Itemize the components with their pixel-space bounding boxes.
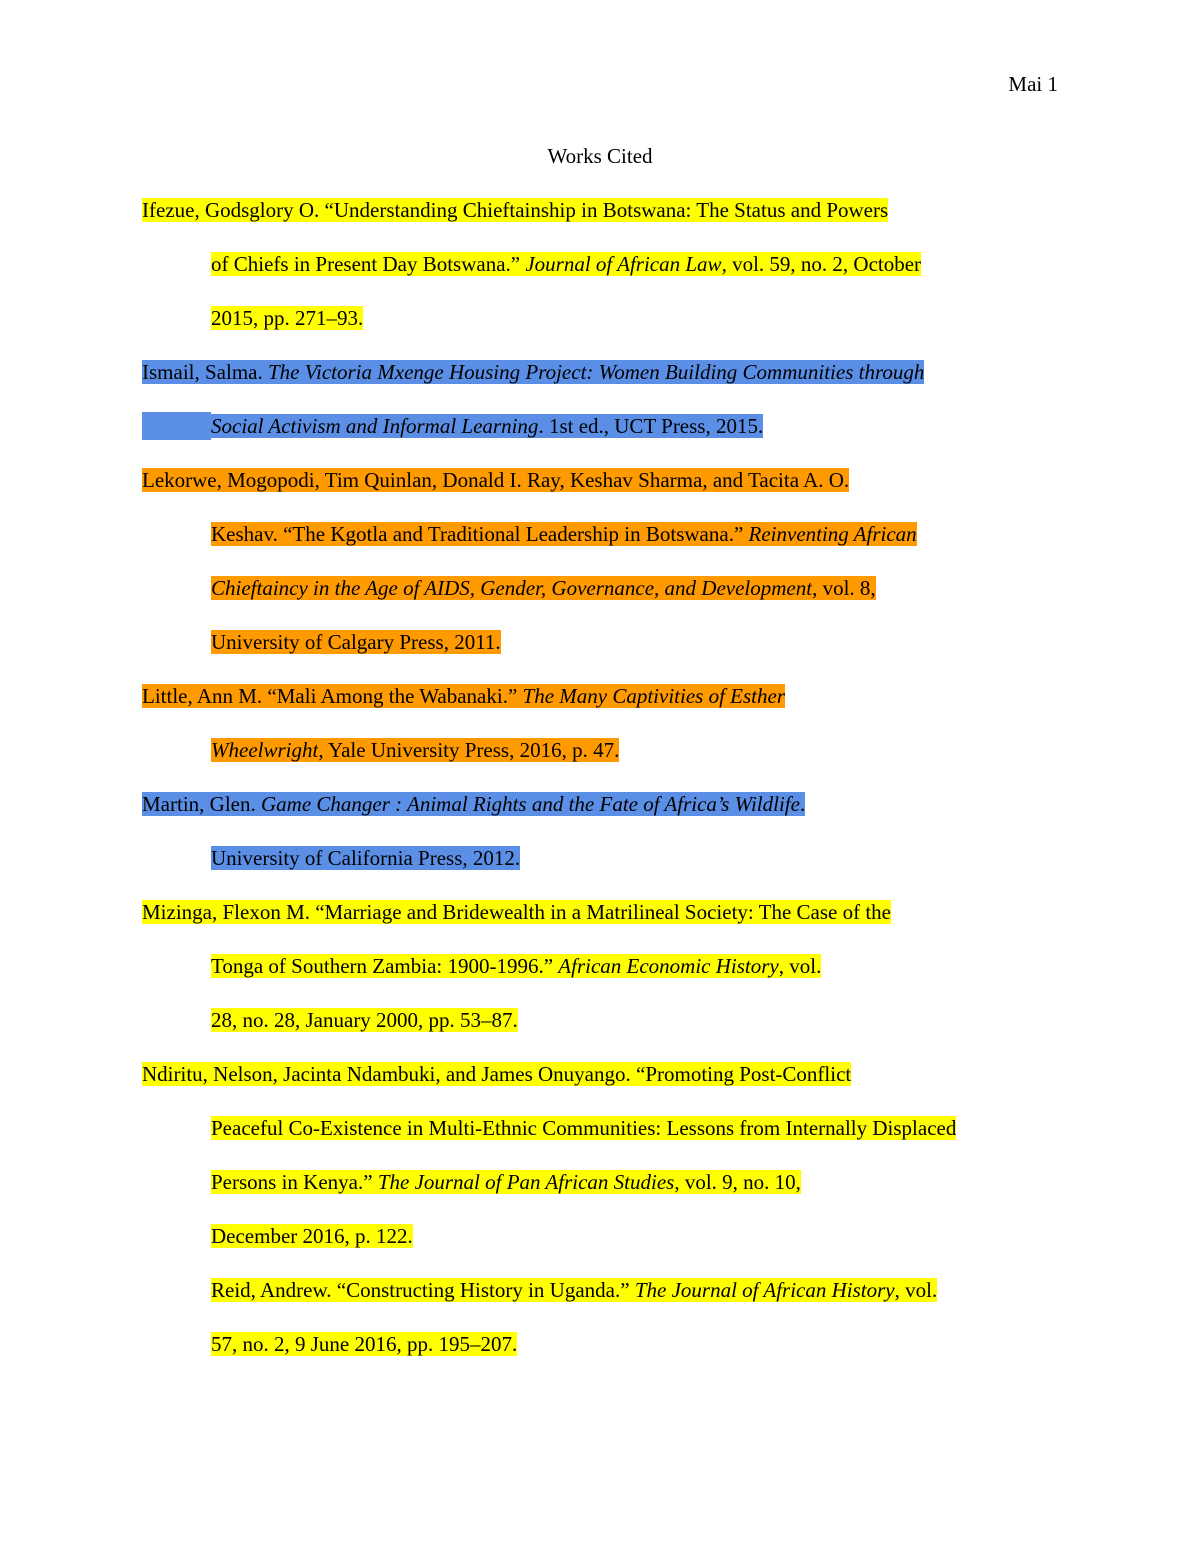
citation-text: Mizinga, Flexon M. “Marriage and Bridewealth in a Matrilineal Society: The Case of the: [142, 900, 891, 924]
citation-text: Persons in Kenya.”: [211, 1170, 378, 1194]
citation-martin-line-2: [211, 844, 520, 872]
citation-journal-title: Journal of African Law: [525, 252, 722, 276]
citation-journal-title: The Journal of African History: [634, 1278, 895, 1302]
citation-journal-title: African Economic History: [558, 954, 779, 978]
citation-text: Ismail, Salma.: [142, 360, 268, 384]
citation-text: 2015, pp. 271–93.: [211, 306, 364, 330]
citation-lekorwe-line-4: [211, 628, 501, 656]
citation-text: , vol.: [778, 954, 822, 978]
citation-ifezue-line-3: [211, 304, 363, 332]
citation-book-title: The Many Captivities of Esther: [522, 684, 786, 708]
citation-text: Keshav. “The Kgotla and Traditional Leadership in Botswana.”: [211, 522, 749, 546]
citation-book-title: Social Activism and Informal Learning: [211, 414, 539, 438]
citation-lekorwe-line-2: [211, 520, 917, 548]
citation-text: .: [799, 792, 806, 816]
citation-lekorwe-line-1: [142, 466, 849, 494]
citation-text: University of California Press, 2012.: [211, 846, 521, 870]
citation-text: , vol. 8,: [812, 576, 876, 600]
citation-book-title: Wheelwright: [211, 738, 319, 762]
citation-mizinga-line-1: [142, 898, 891, 926]
citation-book-title: The Victoria Mxenge Housing Project: Women Building Communities through: [267, 360, 925, 384]
citation-text: , vol.: [894, 1278, 938, 1302]
citation-mizinga-line-3: [211, 1006, 518, 1034]
citation-ismail-line-1: [142, 358, 924, 386]
citation-little-line-2: [211, 736, 619, 764]
citation-text: 28, no. 28, January 2000, pp. 53–87.: [211, 1008, 518, 1032]
citation-text: of Chiefs in Present Day Botswana.”: [211, 252, 526, 276]
citation-text: Peaceful Co-Existence in Multi-Ethnic Communities: Lessons from Internally Displaced: [211, 1116, 957, 1140]
citation-text: University of Calgary Press, 2011.: [211, 630, 501, 654]
citation-text: Tonga of Southern Zambia: 1900-1996.”: [211, 954, 559, 978]
citation-text: Little, Ann M. “Mali Among the Wabanaki.”: [142, 684, 523, 708]
citation-reid-line-2: [211, 1330, 517, 1358]
citation-ndiritu-line-1: [142, 1060, 851, 1088]
citation-journal-title: The Journal of Pan African Studies: [377, 1170, 675, 1194]
citation-little-line-1: [142, 682, 785, 710]
highlight-indent-fill: [142, 412, 211, 440]
citation-book-title: Chieftaincy in the Age of AIDS, Gender, Governance, and Development: [211, 576, 813, 600]
citation-ismail-line-2: [211, 412, 763, 440]
citation-ifezue-line-1: [142, 196, 888, 224]
citation-book-title: Game Changer : Animal Rights and the Fate of Africa’s Wildlife: [260, 792, 800, 816]
citation-text: 57, no. 2, 9 June 2016, pp. 195–207.: [211, 1332, 518, 1356]
citation-ndiritu-line-4: [211, 1222, 413, 1250]
citation-text: Ndiritu, Nelson, Jacinta Ndambuki, and James Onuyango. “Promoting Post-Conflict: [142, 1062, 852, 1086]
citation-text: Martin, Glen.: [142, 792, 261, 816]
citation-book-title: Reinventing African: [748, 522, 917, 546]
citation-text: Lekorwe, Mogopodi, Tim Quinlan, Donald I. Ray, Keshav Sharma, and Tacita A. O.: [142, 468, 850, 492]
page-title: Works Cited: [547, 144, 653, 168]
citation-text: Reid, Andrew. “Constructing History in Uganda.”: [211, 1278, 635, 1302]
citation-mizinga-line-2: [211, 952, 821, 980]
citation-reid-line-1: [211, 1276, 937, 1304]
citation-martin-line-1: [142, 790, 805, 818]
citation-text: , vol. 59, no. 2, October: [721, 252, 922, 276]
page-header: Mai 1: [1008, 72, 1058, 96]
citation-text: , Yale University Press, 2016, p. 47.: [318, 738, 620, 762]
citation-ifezue-line-2: [211, 250, 921, 278]
citation-text: December 2016, p. 122.: [211, 1224, 413, 1248]
citation-lekorwe-line-3: [211, 574, 876, 602]
citation-text: , vol. 9, no. 10,: [674, 1170, 801, 1194]
citation-ndiritu-line-2: [211, 1114, 956, 1142]
citation-text: . 1st ed., UCT Press, 2015.: [538, 414, 764, 438]
citation-ndiritu-line-3: [211, 1168, 801, 1196]
citation-text: Ifezue, Godsglory O. “Understanding Chieftainship in Botswana: The Status and Powers: [142, 198, 889, 222]
